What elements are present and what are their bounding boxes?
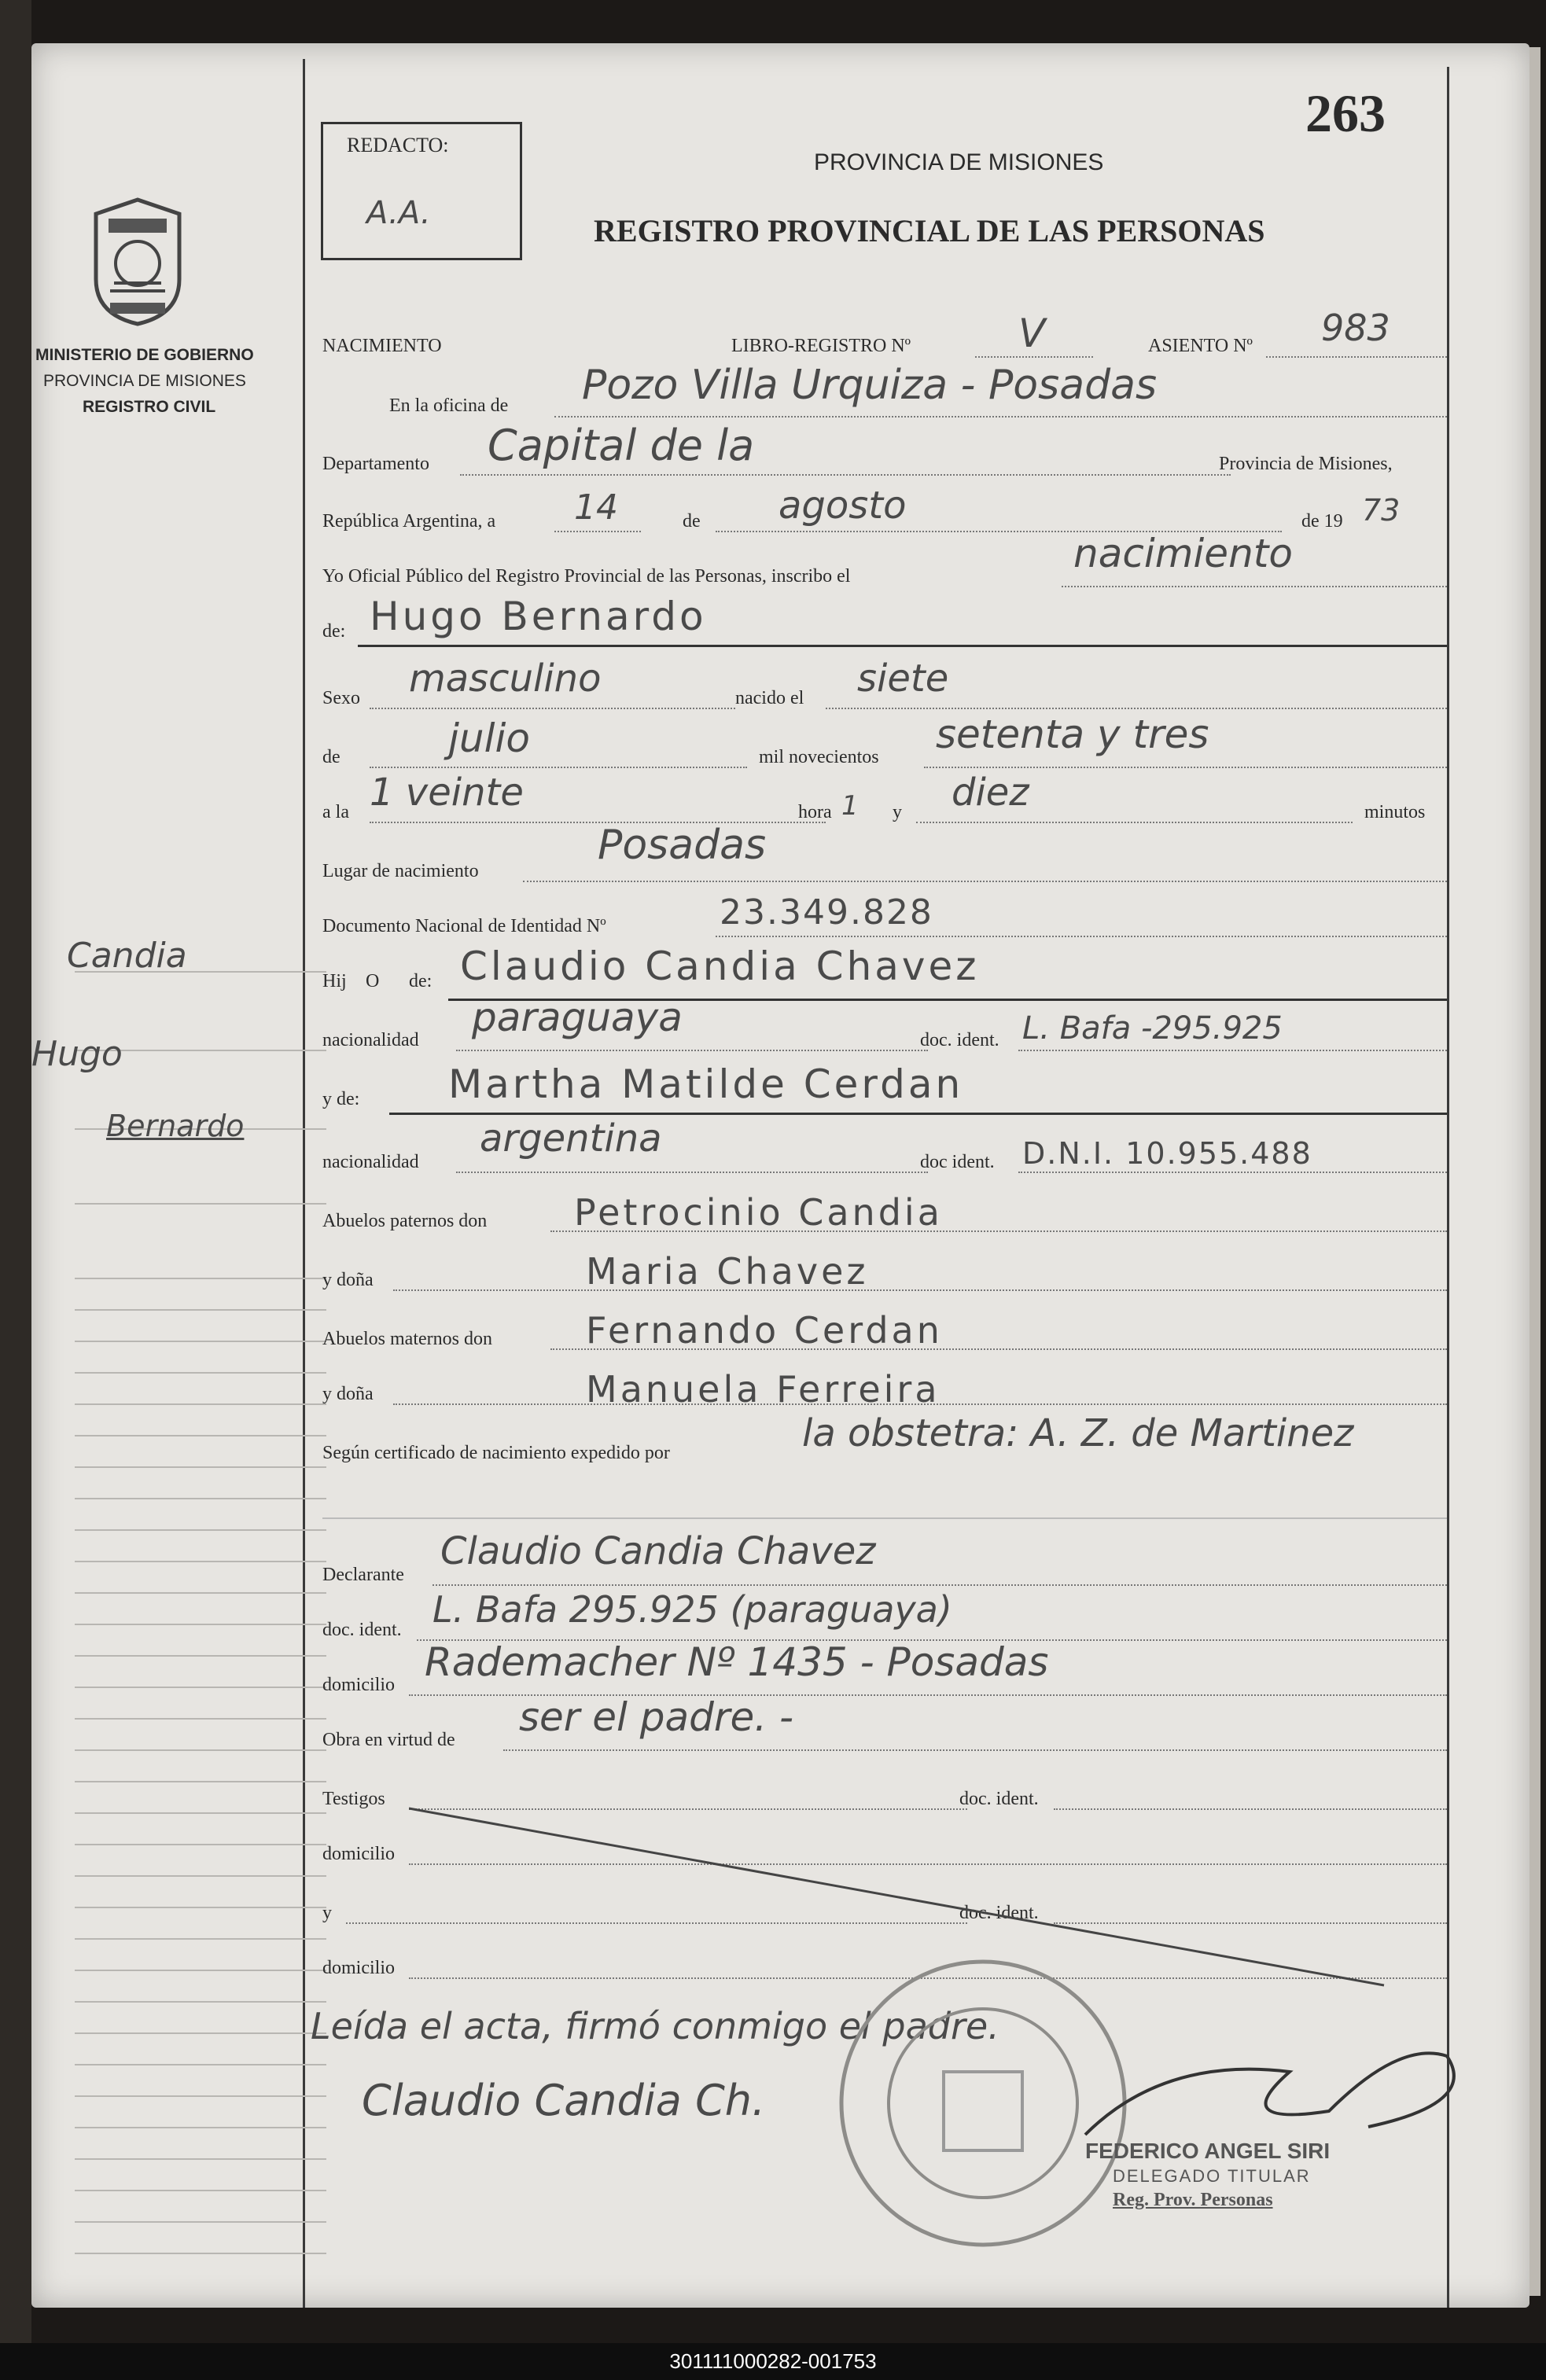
book-spine [0,0,31,2380]
minutos-label: minutos [1364,802,1426,822]
madre-doc-label: doc ident. [920,1152,995,1172]
nacido-label: nacido el [735,688,804,708]
provincia-label: Provincia de Misiones, [1219,454,1393,474]
redacto-box [321,122,522,260]
margin-note-middle-name: Bernardo [106,1109,245,1143]
registry-label: REGISTRO CIVIL [83,398,216,416]
sexo-value: masculino [409,657,602,701]
margin-note-first-name: Hugo [31,1034,123,1074]
oficina-label: En la oficina de [389,395,509,416]
minutos-value: diez [952,771,1029,815]
testigo2-doc-label: doc. ident. [959,1903,1039,1923]
certificado-value: la obstetra: A. Z. de Martinez [802,1411,1354,1455]
anio-nac-value: setenta y tres [936,712,1209,757]
abuelos-pat-label: Abuelos paternos don [322,1211,488,1231]
ministry-label: MINISTERIO DE GOBIERNO [35,346,254,364]
declarant-signature: Claudio Candia Ch. [362,2076,766,2125]
abuelos-mat-label: Abuelos maternos don [322,1329,492,1349]
nacimiento-label: NACIMIENTO [322,336,442,356]
mil-label: mil novecientos [759,747,879,767]
abuelo-pat-value: Petrocinio Candia [574,1191,943,1234]
a-la-label: a la [322,802,349,822]
header-title: REGISTRO PROVINCIAL DE LAS PERSONAS [594,213,1265,248]
departamento-value: Capital de la [488,421,755,470]
dia-value: 14 [574,487,618,528]
testigo2-domicilio-label: domicilio [322,1958,395,1978]
hijo-label: Hij [322,971,347,991]
departamento-label: Departamento [322,454,429,474]
hijo-suffix: O [366,971,380,991]
hora-value: 1 veinte [370,771,524,815]
mes-nac-de-label: de [322,747,340,767]
padre-value: Claudio Candia Chavez [460,944,980,989]
asiento-value: 983 [1321,307,1390,349]
abuelo-mat-value: Fernando Cerdan [586,1309,943,1352]
mes-value: agosto [779,484,907,528]
page-number: 263 [1305,83,1386,143]
abuela-mat-label: y doña [322,1384,374,1404]
decl-doc-value: L. Bafa 295.925 (paraguaya) [433,1588,952,1631]
oficial-text: Yo Oficial Público del Registro Provincial de las Personas, inscribo el [322,566,851,587]
header-province: PROVINCIA DE MISIONES [814,149,1104,175]
testigo1-doc-label: doc. ident. [959,1789,1039,1809]
official-role: DELEGADO TITULAR [1113,2166,1311,2186]
official-office: Reg. Prov. Personas [1113,2190,1273,2210]
decl-doc-label: doc. ident. [322,1620,402,1640]
testigo2-y-label: y [322,1903,332,1923]
obra-label: Obra en virtud de [322,1730,455,1750]
declarante-value: Claudio Candia Chavez [440,1529,876,1573]
madre-nac-label: nacionalidad [322,1152,419,1172]
hijo-de-label: de: [409,971,433,991]
nombre-de-label: de: [322,621,346,642]
abuela-pat-value: Maria Chavez [586,1250,869,1293]
padre-nac-value: paraguaya [472,995,683,1040]
document-page [31,43,1529,2308]
nacido-value: siete [857,657,949,701]
padre-doc-label: doc. ident. [920,1030,999,1050]
dni-value: 23.349.828 [720,892,933,933]
testigo1-domicilio-label: domicilio [322,1844,395,1864]
padre-nac-label: nacionalidad [322,1030,419,1050]
abuela-pat-label: y doña [322,1270,374,1290]
testigos-label: Testigos [322,1789,385,1809]
madre-nac-value: argentina [480,1116,662,1161]
de-anio-label: de 19 [1301,511,1343,532]
certificado-label: Según certificado de nacimiento expedido por [322,1443,670,1463]
oficina-value: Pozo Villa Urquiza - Posadas [582,362,1158,409]
seal-province-label: PROVINCIA DE MISIONES [43,372,246,390]
anio-value: 73 [1362,493,1401,528]
redacto-initials: A.A. [366,195,431,231]
margin-note-surname: Candia [67,936,187,976]
libro-label: LIBRO-REGISTRO Nº [731,336,911,356]
abuela-mat-value: Manuela Ferreira [586,1368,940,1411]
sexo-label: Sexo [322,688,360,708]
nombre-value: Hugo Bernardo [370,594,707,639]
libro-value: V [1018,311,1046,356]
madre-value: Martha Matilde Cerdan [448,1061,964,1107]
mes-nac-value: julio [448,715,530,761]
padre-doc-value: L. Bafa -295.925 [1022,1010,1283,1047]
y-de-label: y de: [322,1089,360,1109]
hora-suffix: 1 [841,790,859,822]
y-label: y [893,802,902,822]
domicilio-label: domicilio [322,1675,395,1695]
de-label: de [683,511,701,532]
asiento-label: ASIENTO Nº [1148,336,1253,356]
lugar-label: Lugar de nacimiento [322,861,479,881]
redacto-label: REDACTO: [347,134,449,156]
right-frame-line [1447,67,1449,2308]
archive-id-footer: 301111000282-001753 [0,2343,1546,2380]
hora-label: hora [798,802,832,822]
official-name: FEDERICO ANGEL SIRI [1085,2139,1331,2163]
lugar-value: Posadas [598,822,767,869]
obra-value: ser el padre. - [519,1694,794,1740]
republica-label: República Argentina, a [322,511,496,532]
closing-text: Leída el acta, firmó conmigo el padre. [311,2005,999,2047]
dni-label: Documento Nacional de Identidad Nº [322,916,606,936]
declarante-label: Declarante [322,1565,404,1585]
domicilio-value: Rademacher Nº 1435 - Posadas [425,1639,1049,1685]
madre-doc-value: D.N.I. 10.955.488 [1022,1136,1312,1171]
misiones-emblem-icon [87,197,189,326]
inscribo-value: nacimiento [1073,531,1293,576]
